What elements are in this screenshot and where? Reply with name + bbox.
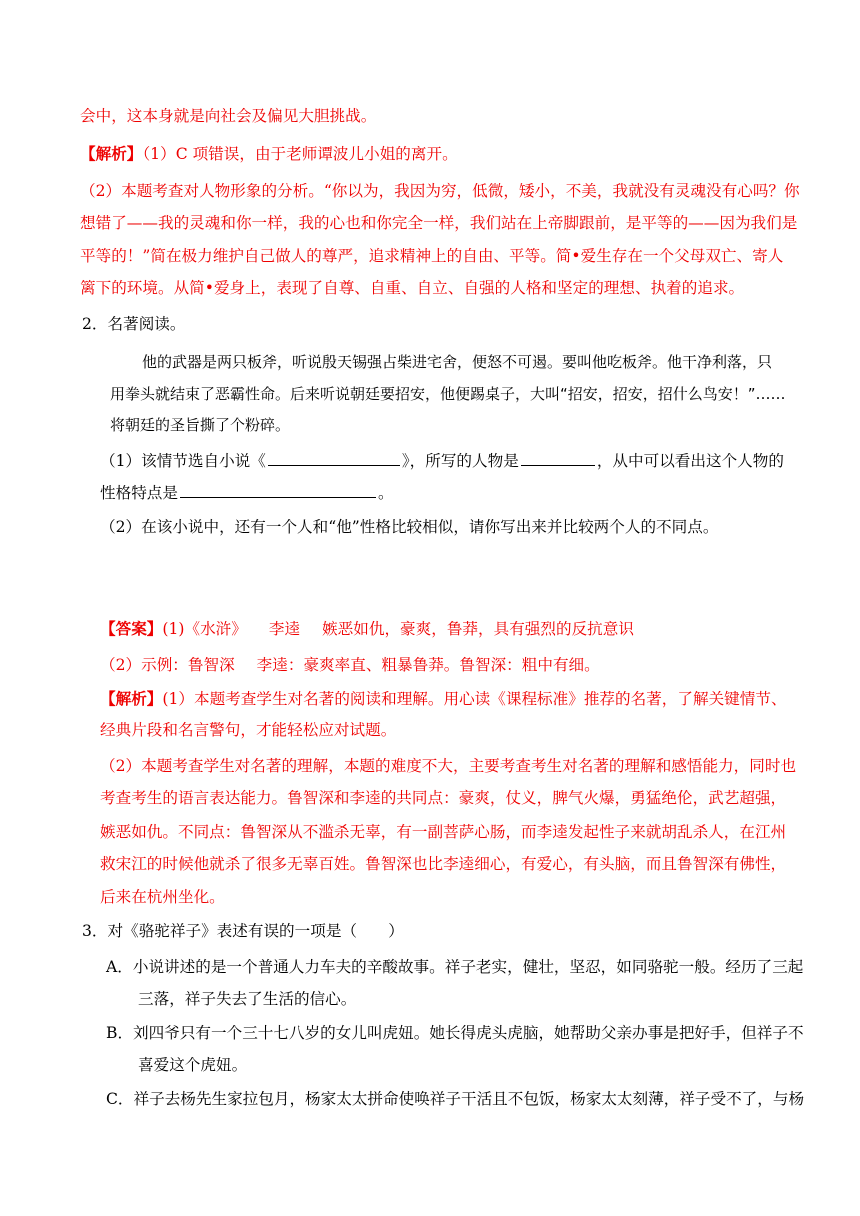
q2-analysis-2-line3: 嫉恶如仇。不同点：鲁智深从不滥杀无辜，有一副菩萨心肠，而李逵发起性子来就胡乱杀人，在江州 (100, 823, 787, 841)
q1-analysis-2-line1: （2）本题考查对人物形象的分析。“你以为，我因为穷，低微，矮小，不美，我就没有灵魂没有心吗？你 (80, 182, 800, 200)
character-blank[interactable] (521, 451, 595, 466)
q3-option-c-line1: C．祥子去杨先生家拉包月，杨家太太拼命使唤祥子干活且不包饭，杨家太太刻薄，祥子受不了，与杨 (106, 1090, 805, 1108)
q2-analysis-2-line1: （2）本题考查学生对名著的理解，本题的难度不大，主要考查考生对名著的理解和感悟能力，同时也 (100, 757, 797, 775)
q2-answer-2: （2）示例：鲁智深 李逵：豪爽率直、粗暴鲁莽。鲁智深：粗中有细。 (100, 656, 600, 674)
q2-analysis-2-line4: 救宋江的时候他就杀了很多无辜百姓。鲁智深也比李逵细心，有爱心，有头脑，而且鲁智深有佛性， (100, 855, 787, 873)
q2-analysis-1-line1: 【解析】(1）本题考查学生对名著的阅读和理解。用心读《课程标准》推荐的名著，了解关键情节、 (100, 689, 787, 708)
q1-analysis-2-line3: 平等的！”简在极力维护自己做人的尊严，追求精神上的自由、平等。简•爱生存在一个父母双亡、寄人 (80, 247, 784, 265)
q2-title: 2．名著阅读。 (82, 315, 186, 333)
q2-answer-1: 【答案】(1)《水浒》 李逵 嫉恶如仇，豪爽，鲁莽，具有强烈的反抗意识 (100, 619, 634, 638)
q2-passage-line1: 他的武器是两只板斧，听说殷天锡强占柴进宅舍，便怒不可遏。要叫他吃板斧。他干净利落，只 (142, 353, 773, 371)
q1-analysis-2-line4: 篱下的环境。从简•爱身上，表现了自尊、自重、自立、自强的人格和坚定的理想、执着的追求。 (80, 279, 745, 297)
q3-title: 3．对《骆驼祥子》表述有误的一项是（ ） (82, 922, 404, 940)
q1-continuation: 会中，这本身就是向社会及偏见大胆挑战。 (80, 107, 377, 125)
q2-analysis-2-line2: 考查考生的语言表达能力。鲁智深和李逵的共同点：豪爽，仗义，脾气火爆，勇猛绝伦，武艺超强， (100, 789, 787, 807)
q1-analysis-1: 【解析】（1）C 项错误，由于老师谭波儿小姐的离开。 (80, 144, 458, 163)
q1-analysis-2-line2: 想错了——我的灵魂和你一样，我的心也和你完全一样，我们站在上帝脚跟前，是平等的——因为我们是 (80, 214, 798, 232)
analysis-tag: 【解析】 (80, 144, 143, 163)
analysis-tag: 【解析】 (100, 689, 163, 708)
q2-sub1-line1: （1）该情节选自小说《 》，所写的人物是 ，从中可以看出这个人物的 (100, 452, 784, 470)
novel-blank[interactable] (268, 451, 400, 466)
q2-sub1-line2: 性格特点是 。 (100, 484, 394, 502)
q3-option-b-line2: 喜爱这个虎妞。 (138, 1056, 248, 1074)
q2-passage-line2: 用拳头就结束了恶霸性命。后来听说朝廷要招安，他便踢桌子，大叫“招安，招安，招什么鸟安！”…… (110, 385, 786, 403)
trait-blank[interactable] (180, 483, 376, 498)
answer-tag: 【答案】 (100, 619, 163, 638)
q3-option-b-line1: B．刘四爷只有一个三十七八岁的女儿叫虎妞。她长得虎头虎脑，她帮助父亲办事是把好手，但祥子不 (106, 1024, 804, 1042)
q2-analysis-1-line2: 经典片段和名言警句，才能轻松应对试题。 (100, 721, 397, 739)
q2-sub2: （2）在该小说中，还有一个人和“他”性格比较相似，请你写出来并比较两个人的不同点。 (100, 518, 719, 536)
q3-option-a-line1: A．小说讲述的是一个普通人力车夫的辛酸故事。祥子老实，健壮，坚忍，如同骆驼一般。经历了三起 (106, 958, 804, 976)
q2-passage-line3: 将朝廷的圣旨撕了个粉碎。 (110, 416, 291, 434)
q2-analysis-2-line5: 后来在杭州坐化。 (100, 888, 225, 906)
q3-option-a-line2: 三落，祥子失去了生活的信心。 (138, 990, 357, 1008)
